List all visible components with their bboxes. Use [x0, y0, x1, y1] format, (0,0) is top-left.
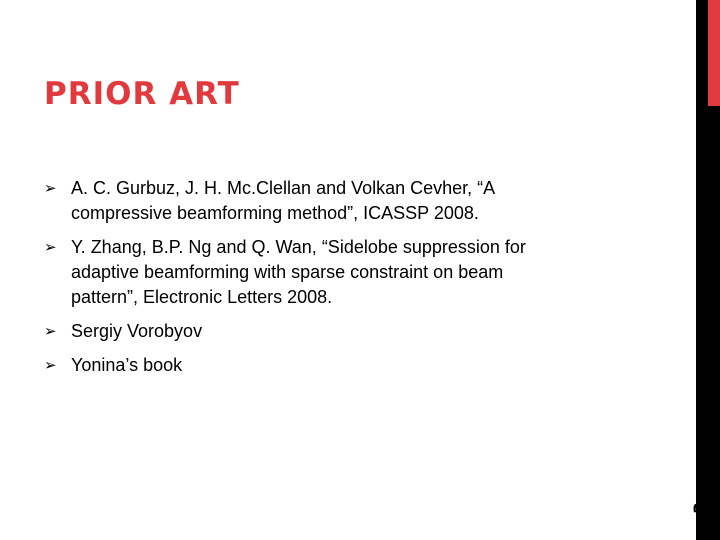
bullet-line: Y. Zhang, B.P. Ng and Q. Wan, “Sidelobe suppression for [71, 237, 526, 257]
slide-title: PRIOR ART [44, 76, 240, 112]
arrow-bullet-icon: ➢ [44, 322, 57, 340]
page-number: 3 [691, 502, 711, 514]
bullet-line: adaptive beamforming with sparse constraint on beam [71, 262, 504, 282]
arrow-bullet-icon: ➢ [44, 238, 57, 256]
arrow-bullet-icon: ➢ [44, 179, 57, 197]
bullet-line: compressive beamforming method”, ICASSP 2008. [71, 203, 479, 223]
bullet-item [44, 353, 644, 378]
bullet-line: pattern”, Electronic Letters 2008. [71, 287, 333, 307]
bullet-list [44, 176, 644, 378]
bullet-item [44, 235, 644, 310]
right-side-accent-bar [708, 0, 720, 106]
bullet-item [44, 319, 644, 344]
bullet-line: Yonina’s book [71, 355, 183, 375]
bullet-item [44, 176, 644, 226]
arrow-bullet-icon: ➢ [44, 356, 57, 374]
bullet-line: Sergiy Vorobyov [71, 321, 203, 341]
bullet-line: A. C. Gurbuz, J. H. Mc.Clellan and Volkan Cevher, “A [71, 178, 496, 198]
